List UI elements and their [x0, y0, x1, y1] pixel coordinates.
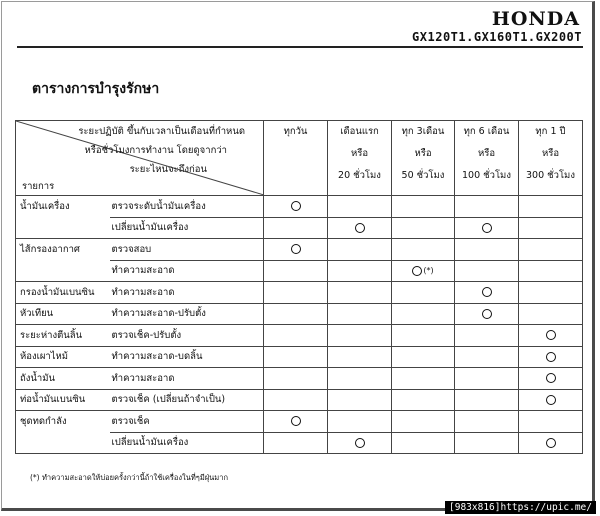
- schedule-cell: [328, 282, 392, 304]
- schedule-cell: [328, 432, 392, 454]
- schedule-mark-circle: [291, 416, 301, 426]
- column-header-daily: [264, 121, 328, 196]
- schedule-mark-circle: [546, 373, 556, 383]
- schedule-cell: [392, 432, 455, 454]
- schedule-cell: [264, 196, 328, 218]
- schedule-mark-circle: [355, 223, 365, 233]
- column-header-line: หรือ: [477, 148, 496, 159]
- table-row: [16, 368, 583, 390]
- table-row: [16, 325, 583, 347]
- schedule-cell: [519, 432, 583, 454]
- schedule-mark-circle: [291, 201, 301, 211]
- schedule-mark-circle: [482, 287, 492, 297]
- column-header-line: หรือ: [350, 148, 369, 159]
- column-header-line: 20 ชั่วโมง: [338, 170, 381, 181]
- maintenance-item: ถังน้ำมัน: [16, 368, 110, 390]
- schedule-cell: [392, 239, 455, 261]
- brand-logo: HONDA: [491, 8, 580, 30]
- page-title: ตารางการบำรุงรักษา: [32, 81, 160, 97]
- schedule-cell: [455, 389, 519, 411]
- maintenance-action: ตรวจเช็ค-ปรับตั้ง: [110, 325, 264, 347]
- schedule-cell: [264, 346, 328, 368]
- maintenance-item: หัวเทียน: [16, 303, 110, 325]
- schedule-mark-circle: [546, 438, 556, 448]
- interval-header-line: ระยะไหนจะถึงก่อน: [129, 164, 207, 175]
- schedule-cell: [455, 325, 519, 347]
- interval-header-cell: [16, 121, 264, 196]
- schedule-mark-circle: [546, 352, 556, 362]
- column-header-6-months: [455, 121, 519, 196]
- schedule-cell: [328, 411, 392, 433]
- column-header-line: 300 ชั่วโมง: [526, 170, 575, 181]
- maintenance-action: ตรวจเช็ค (เปลี่ยนถ้าจำเป็น): [110, 389, 264, 411]
- maintenance-item: [16, 217, 110, 239]
- maintenance-action: เปลี่ยนน้ำมันเครื่อง: [110, 432, 264, 454]
- schedule-cell: [392, 368, 455, 390]
- header-divider: [17, 46, 583, 48]
- schedule-cell: [328, 196, 392, 218]
- schedule-cell: [519, 239, 583, 261]
- schedule-cell: [264, 217, 328, 239]
- schedule-cell: [519, 217, 583, 239]
- column-header-line: ทุกวัน: [283, 126, 308, 137]
- column-header-line: หรือ: [414, 148, 432, 159]
- schedule-cell: [392, 196, 455, 218]
- column-header-3-months: [392, 121, 455, 196]
- maintenance-action: ตรวจเช็ค: [110, 411, 264, 433]
- schedule-mark-circle: [546, 330, 556, 340]
- schedule-cell: [455, 217, 519, 239]
- schedule-cell: [328, 217, 392, 239]
- schedule-cell: [455, 303, 519, 325]
- table-row: [16, 432, 583, 454]
- table-row: [16, 346, 583, 368]
- maintenance-action: ทำความสะอาด: [110, 282, 264, 304]
- table-row: [16, 282, 583, 304]
- schedule-cell: [455, 260, 519, 282]
- schedule-cell: [328, 303, 392, 325]
- schedule-cell: [455, 411, 519, 433]
- schedule-cell: [264, 260, 328, 282]
- schedule-cell: [264, 432, 328, 454]
- table-row: [16, 303, 583, 325]
- footnote: (*) ทำความสะอาดให้บ่อยครั้งกว่านี้ถ้าใช้เครื่องในที่ๆมีฝุ่นมาก: [30, 473, 228, 482]
- schedule-cell: [264, 325, 328, 347]
- model-numbers: GX120T1.GX160T1.GX200T: [412, 30, 582, 44]
- schedule-cell: [328, 239, 392, 261]
- schedule-mark-circle: [546, 395, 556, 405]
- schedule-cell: [455, 368, 519, 390]
- schedule-mark-circle: [291, 244, 301, 254]
- maintenance-action: ทำความสะอาด: [110, 368, 264, 390]
- schedule-cell: [392, 389, 455, 411]
- schedule-cell: [519, 346, 583, 368]
- maintenance-item: ระยะห่างตีนลิ้น: [16, 325, 110, 347]
- column-header-first-month: [328, 121, 392, 196]
- schedule-cell: [455, 239, 519, 261]
- maintenance-item: ชุดทดกำลัง: [16, 411, 110, 433]
- table-row: [16, 389, 583, 411]
- schedule-cell: [455, 196, 519, 218]
- table-row: [16, 196, 583, 218]
- schedule-cell: [519, 325, 583, 347]
- table-body: [16, 196, 583, 454]
- schedule-cell: [392, 303, 455, 325]
- column-header-line: ทุก 1 ปี: [535, 126, 566, 137]
- schedule-cell: [392, 325, 455, 347]
- schedule-cell: [392, 346, 455, 368]
- item-column-header: รายการ: [22, 181, 55, 192]
- schedule-cell: [519, 303, 583, 325]
- maintenance-item: ท่อน้ำมันเบนซิน: [16, 389, 110, 411]
- schedule-cell: [519, 282, 583, 304]
- schedule-cell: [519, 368, 583, 390]
- maintenance-item: น้ำมันเครื่อง: [16, 196, 110, 218]
- interval-header-line: ระยะปฏิบัติ ขึ้นกับเวลาเป็นเดือนที่กำหนด: [78, 126, 245, 137]
- schedule-cell: [455, 346, 519, 368]
- table-row: [16, 239, 583, 261]
- schedule-cell: [264, 411, 328, 433]
- schedule-cell: [392, 260, 455, 282]
- maintenance-action: ทำความสะอาด-ปรับตั้ง: [110, 303, 264, 325]
- table-header-row: [16, 121, 583, 196]
- maintenance-item: กรองน้ำมันเบนซิน: [16, 282, 110, 304]
- maintenance-action: เปลี่ยนน้ำมันเครื่อง: [110, 217, 264, 239]
- schedule-cell: [392, 282, 455, 304]
- schedule-cell: [264, 303, 328, 325]
- schedule-cell: [328, 368, 392, 390]
- schedule-cell: [519, 411, 583, 433]
- schedule-cell: [392, 411, 455, 433]
- maintenance-table: [15, 120, 583, 454]
- maintenance-item: ห้องเผาไหม้: [16, 346, 110, 368]
- schedule-cell: [264, 389, 328, 411]
- schedule-cell: [519, 196, 583, 218]
- schedule-cell: [455, 432, 519, 454]
- schedule-cell: [328, 260, 392, 282]
- schedule-cell: [328, 346, 392, 368]
- schedule-mark-circle: [482, 309, 492, 319]
- table-row: [16, 260, 583, 282]
- schedule-mark-circle: [355, 438, 365, 448]
- maintenance-action: ตรวจระดับน้ำมันเครื่อง: [110, 196, 264, 218]
- table-row: [16, 411, 583, 433]
- column-header-line: หรือ: [541, 148, 560, 159]
- schedule-mark-circle: [482, 223, 492, 233]
- schedule-cell: [455, 282, 519, 304]
- column-header-line: เดือนแรก: [340, 126, 379, 137]
- column-header-line: ทุก 3เดือน: [401, 126, 445, 137]
- column-header-1-year: [519, 121, 583, 196]
- maintenance-action: ทำความสะอาด: [110, 260, 264, 282]
- schedule-cell: [264, 282, 328, 304]
- schedule-cell: [519, 389, 583, 411]
- schedule-cell: [264, 239, 328, 261]
- column-header-line: 100 ชั่วโมง: [462, 170, 511, 181]
- maintenance-action: ทำความสะอาด-บดลิ้น: [110, 346, 264, 368]
- maintenance-item: ไส้กรองอากาศ: [16, 239, 110, 261]
- maintenance-item: [16, 260, 110, 282]
- schedule-mark-circle: [412, 266, 422, 276]
- maintenance-action: ตรวจสอบ: [110, 239, 264, 261]
- schedule-cell: [519, 260, 583, 282]
- schedule-cell: [328, 389, 392, 411]
- watermark: [983x816]https://upic.me/: [445, 501, 596, 514]
- maintenance-item: [16, 432, 110, 454]
- column-header-line: 50 ชั่วโมง: [401, 170, 445, 181]
- column-header-line: ทุก 6 เดือน: [463, 126, 510, 137]
- schedule-cell: [264, 368, 328, 390]
- schedule-cell: [392, 217, 455, 239]
- schedule-cell: [328, 325, 392, 347]
- table-row: [16, 217, 583, 239]
- interval-header-line: หรือชั่วโมงการทำงาน โดยดูจากว่า: [84, 145, 227, 156]
- schedule-mark-note: (*): [423, 266, 434, 276]
